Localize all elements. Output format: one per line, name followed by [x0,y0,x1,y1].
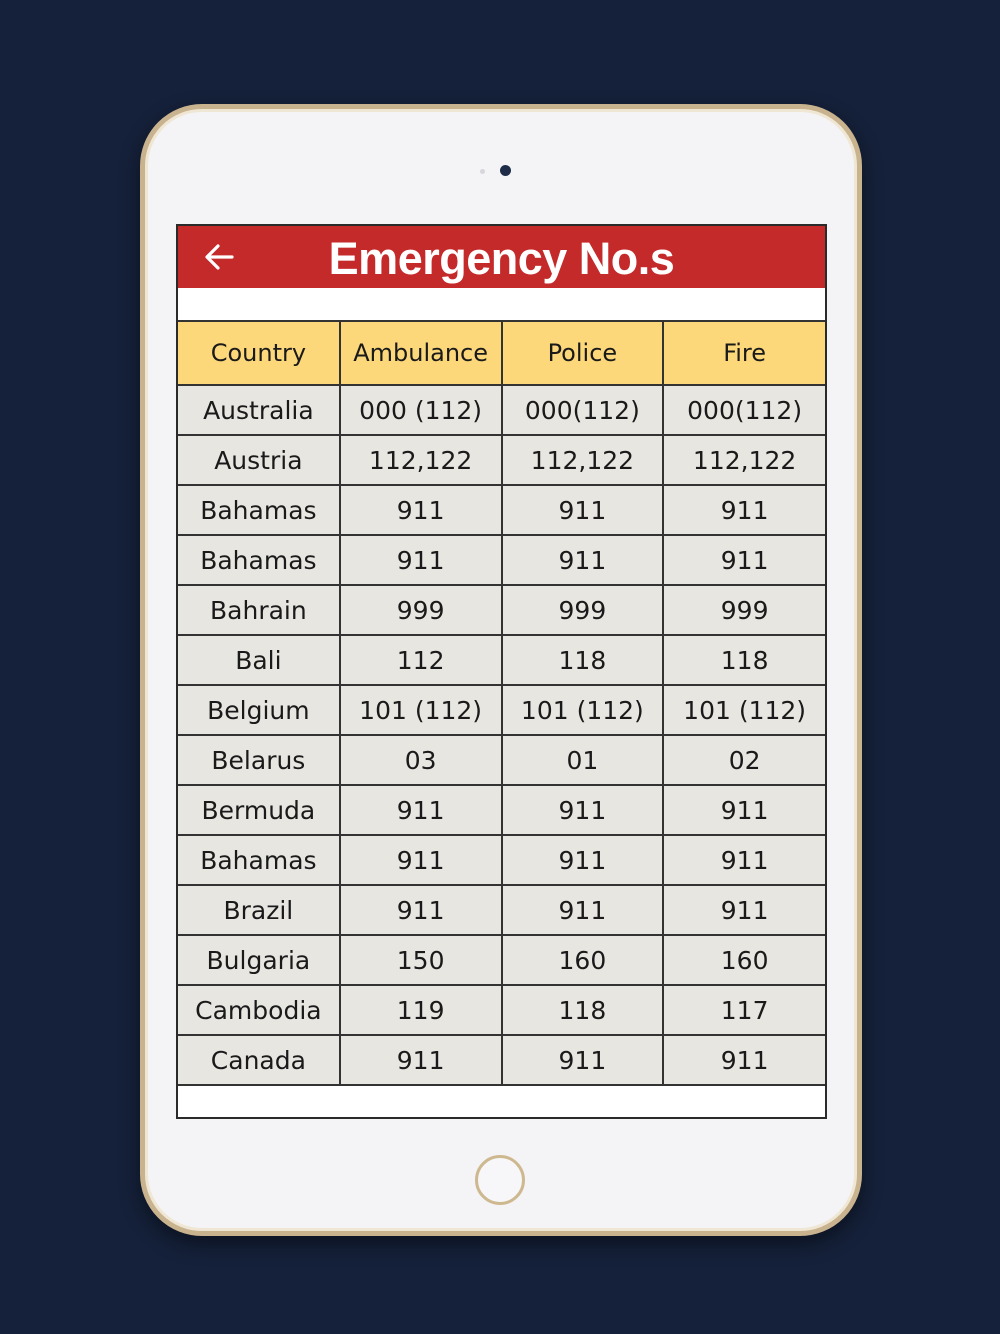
ambulance-cell: 911 [340,485,502,535]
column-header-ambulance: Ambulance [340,321,502,385]
ambulance-cell: 101 (112) [340,685,502,735]
page-title: Emergency No.s [328,233,675,284]
emergency-numbers-table [178,320,825,1086]
police-cell: 112,122 [502,435,664,485]
country-cell: Bali [178,635,340,685]
police-cell: 911 [502,535,664,585]
table-row[interactable] [178,485,825,535]
fire-cell: 160 [663,935,825,985]
ambulance-cell: 119 [340,985,502,1035]
country-cell: Brazil [178,885,340,935]
police-cell: 101 (112) [502,685,664,735]
table-row[interactable] [178,785,825,835]
police-cell: 911 [502,485,664,535]
country-cell: Austria [178,435,340,485]
table-row[interactable] [178,1035,825,1085]
ambulance-cell: 911 [340,885,502,935]
app-bar [178,226,825,288]
table-row[interactable] [178,735,825,785]
police-cell: 911 [502,785,664,835]
table-row[interactable] [178,385,825,435]
table-row[interactable] [178,885,825,935]
fire-cell: 911 [663,1035,825,1085]
country-cell: Bahamas [178,485,340,535]
police-cell: 118 [502,985,664,1035]
table-row[interactable] [178,935,825,985]
country-cell: Bahrain [178,585,340,635]
police-cell: 160 [502,935,664,985]
table-row[interactable] [178,985,825,1035]
police-cell: 000(112) [502,385,664,435]
ambulance-cell: 911 [340,785,502,835]
country-cell: Bermuda [178,785,340,835]
police-cell: 911 [502,1035,664,1085]
ambulance-cell: 911 [340,535,502,585]
police-cell: 01 [502,735,664,785]
table-header-row [178,321,825,385]
table-row[interactable] [178,835,825,885]
country-cell: Canada [178,1035,340,1085]
ambulance-cell: 911 [340,835,502,885]
ambulance-cell: 999 [340,585,502,635]
country-cell: Bulgaria [178,935,340,985]
police-cell: 911 [502,835,664,885]
table-row[interactable] [178,635,825,685]
sensor-dot [480,169,485,174]
fire-cell: 101 (112) [663,685,825,735]
country-cell: Belgium [178,685,340,735]
app-screen [176,224,827,1119]
fire-cell: 911 [663,535,825,585]
police-cell: 911 [502,885,664,935]
table-row[interactable] [178,535,825,585]
ambulance-cell: 911 [340,1035,502,1085]
table-body [178,385,825,1085]
fire-cell: 911 [663,785,825,835]
country-cell: Bahamas [178,535,340,585]
country-cell: Bahamas [178,835,340,885]
camera-icon [500,165,511,176]
column-header-police: Police [502,321,664,385]
country-cell: Australia [178,385,340,435]
table-row[interactable] [178,585,825,635]
fire-cell: 911 [663,485,825,535]
ambulance-cell: 000 (112) [340,385,502,435]
table-row[interactable] [178,685,825,735]
fire-cell: 118 [663,635,825,685]
fire-cell: 112,122 [663,435,825,485]
table-row[interactable] [178,435,825,485]
country-cell: Belarus [178,735,340,785]
country-cell: Cambodia [178,985,340,1035]
column-header-country: Country [178,321,340,385]
fire-cell: 000(112) [663,385,825,435]
fire-cell: 911 [663,885,825,935]
ambulance-cell: 150 [340,935,502,985]
ambulance-cell: 03 [340,735,502,785]
ambulance-cell: 112 [340,635,502,685]
police-cell: 999 [502,585,664,635]
fire-cell: 999 [663,585,825,635]
fire-cell: 911 [663,835,825,885]
ambulance-cell: 112,122 [340,435,502,485]
column-header-fire: Fire [663,321,825,385]
fire-cell: 02 [663,735,825,785]
police-cell: 118 [502,635,664,685]
fire-cell: 117 [663,985,825,1035]
home-button[interactable] [475,1155,525,1205]
